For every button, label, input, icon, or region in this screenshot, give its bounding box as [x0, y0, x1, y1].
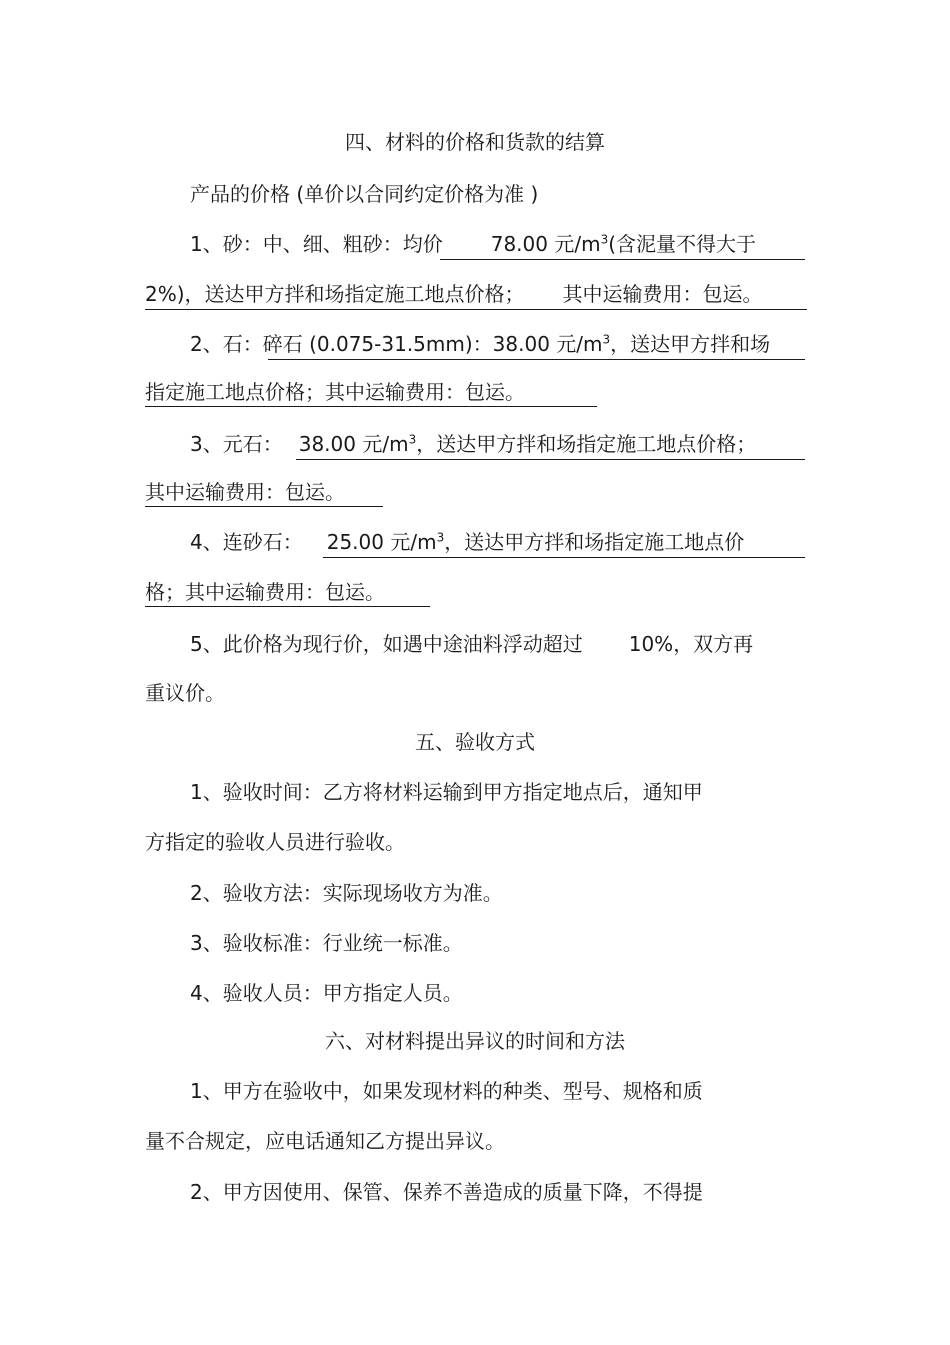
item2-lead: 2、石：: [190, 332, 263, 356]
item4-lead: 4、连砂石：: [190, 530, 303, 554]
item2-sup: 3: [602, 332, 611, 347]
objection-item-1-line2: 量不合规定，应电话通知乙方提出异议。: [145, 1129, 505, 1153]
price-item-4-line2: 格；其中运输费用：包运。: [145, 580, 385, 604]
item1-price: 78.00 元/m: [490, 232, 601, 256]
item1-lead: 1、砂：中、细、粗砂：均价: [190, 232, 443, 256]
item1-line2-underline: [145, 309, 807, 310]
item3-text: 38.00 元/m: [298, 432, 409, 456]
item2-rest: ，送达甲方拌和场: [610, 332, 771, 356]
acceptance-item-2: 2、验收方法：实际现场收方为准。: [190, 881, 503, 905]
price-item-2-line1: [190, 330, 770, 358]
section6-title: 六、对材料提出异议的时间和方法: [325, 1029, 625, 1053]
item1-underline: [440, 259, 805, 260]
item1-rest: (含泥量不得大于: [608, 232, 757, 256]
item4-rest: ，送达甲方拌和场指定施工地点价: [444, 530, 745, 554]
item1-line2b: 其中运输费用：包运。: [562, 282, 763, 306]
item4-text: 25.00 元/m: [326, 530, 437, 554]
item2-line2-underline: [145, 406, 597, 407]
item3-lead: 3、元石：: [190, 432, 283, 456]
item2-underline: [268, 359, 805, 360]
price-intro: 产品的价格 (单价以合同约定价格为准 ): [190, 182, 539, 206]
acceptance-item-1-line2: 方指定的验收人员进行验收。: [145, 830, 405, 854]
item1-sup: 3: [600, 232, 609, 247]
item4-sup: 3: [436, 530, 445, 545]
item5-line1a: 5、此价格为现行价，如遇中途油料浮动超过: [190, 632, 583, 656]
price-item-3-line1: [190, 430, 756, 458]
section4-title: 四、材料的价格和货款的结算: [345, 130, 605, 154]
item2-text: 碎石 (0.075-31.5mm)：38.00 元/m: [262, 332, 603, 356]
item5-line1b: 10%，双方再: [628, 632, 754, 656]
item3-rest: ，送达甲方拌和场指定施工地点价格；: [416, 432, 757, 456]
section5-title: 五、验收方式: [415, 730, 535, 754]
item4-line2-underline: [145, 606, 430, 607]
acceptance-item-4: 4、验收人员：甲方指定人员。: [190, 981, 463, 1005]
price-item-5-line2: 重议价。: [145, 681, 225, 705]
price-item-4-line1: [190, 528, 744, 556]
price-item-5-line1: [190, 630, 753, 658]
price-item-3-line2: 其中运输费用：包运。: [145, 480, 345, 504]
price-item-1-line2: [145, 280, 763, 308]
objection-item-2-line1: 2、甲方因使用、保管、保养不善造成的质量下降，不得提: [190, 1180, 703, 1204]
acceptance-item-3: 3、验收标准：行业统一标准。: [190, 931, 463, 955]
item1-line2: 2%)，送达甲方拌和场指定施工地点价格；: [145, 282, 525, 306]
item4-underline: [323, 557, 805, 558]
item3-sup: 3: [408, 432, 417, 447]
item3-underline: [296, 459, 805, 460]
acceptance-item-1-line1: 1、验收时间：乙方将材料运输到甲方指定地点后，通知甲: [190, 780, 703, 804]
item3-line2-underline: [145, 506, 383, 507]
price-item-2-line2: 指定施工地点价格；其中运输费用：包运。: [145, 380, 525, 404]
price-item-1-line1: [190, 230, 756, 258]
objection-item-1-line1: 1、甲方在验收中，如果发现材料的种类、型号、规格和质: [190, 1079, 703, 1103]
